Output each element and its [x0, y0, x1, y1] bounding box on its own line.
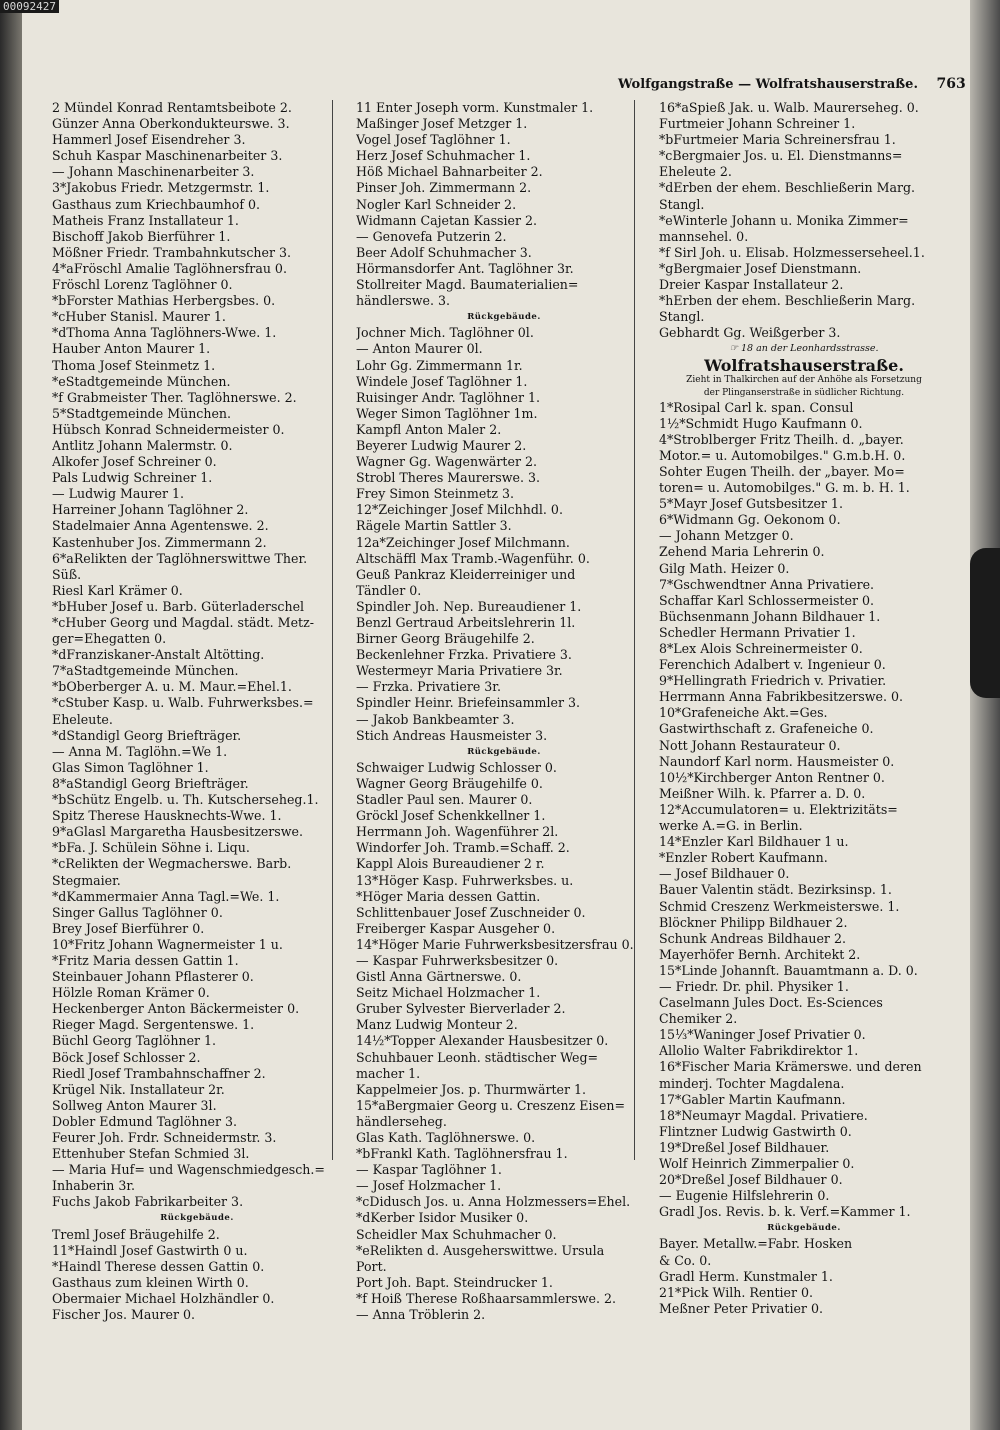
column-rule — [332, 100, 333, 1160]
directory-entry: Nott Johann Restaurateur 0. — [659, 737, 841, 753]
directory-entry: Mößner Friedr. Trambahnkutscher 3. — [52, 244, 292, 260]
directory-entry: Beer Adolf Schuhmacher 3. — [356, 244, 532, 260]
directory-entry: Tändler 0. — [356, 582, 422, 598]
directory-entry: Beyerer Ludwig Maurer 2. — [356, 437, 527, 453]
directory-entry: *bForster Mathias Herbergsbes. 0. — [52, 293, 276, 309]
directory-entry: Manz Ludwig Monteur 2. — [356, 1017, 518, 1033]
directory-entry: 9*Hellingrath Friedrich v. Privatier. — [659, 673, 887, 689]
directory-entry: *bHuber Josef u. Barb. Güterladerschel — [52, 598, 305, 614]
directory-entry: Gröckl Josef Schenkkellner 1. — [356, 808, 546, 824]
directory-entry: Kastenhuber Jos. Zimmermann 2. — [52, 534, 267, 550]
directory-entry: Fröschl Lorenz Taglöhner 0. — [52, 277, 233, 293]
directory-entry: Stadelmaier Anna Agentenswe. 2. — [52, 518, 269, 534]
directory-entry: Stich Andreas Hausmeister 3. — [356, 727, 548, 743]
directory-entry: Beckenlehner Frzka. Privatiere 3. — [356, 647, 572, 663]
directory-entry: — Kaspar Fuhrwerksbesitzer 0. — [356, 952, 559, 968]
directory-entry: minderj. Tochter Magdalena. — [659, 1075, 845, 1091]
directory-entry: Fuchs Jakob Fabrikarbeiter 3. — [52, 1194, 244, 1210]
directory-entry: *f Grabmeister Ther. Taglöhnerswe. 2. — [52, 389, 297, 405]
directory-entry: Geuß Pankraz Kleiderreiniger und — [356, 566, 576, 582]
directory-entry: Süß. — [52, 566, 82, 582]
directory-entry: Dreier Kaspar Installateur 2. — [659, 277, 844, 293]
directory-entry: ☞ 18 an der Leonhardsstrasse. — [729, 343, 879, 355]
directory-entry: 7*Gschwendtner Anna Privatiere. — [659, 576, 875, 592]
directory-entry: 17*Gabler Martin Kaufmann. — [659, 1091, 846, 1107]
directory-entry: Glas Simon Taglöhner 1. — [52, 759, 209, 775]
directory-entry: 15⅓*Waninger Josef Privatier 0. — [659, 1027, 866, 1043]
directory-entry: 15*aBergmaier Georg u. Creszenz Eisen= — [356, 1097, 626, 1113]
directory-entry: Ruisinger Andr. Taglöhner 1. — [356, 389, 540, 405]
directory-entry: *bFurtmeier Maria Schreinersfrau 1. — [659, 132, 896, 148]
directory-entry: *Höger Maria dessen Gattin. — [356, 888, 541, 904]
directory-entry: *cBergmaier Jos. u. El. Dienstmanns= — [659, 148, 903, 164]
directory-entry: *Enzler Robert Kaufmann. — [659, 850, 828, 866]
directory-entry: — Kaspar Taglöhner 1. — [356, 1162, 502, 1178]
directory-entry: 6*aRelikten der Taglöhnerswittwe Ther. — [52, 550, 308, 566]
directory-entry: Zehend Maria Lehrerin 0. — [659, 544, 825, 560]
directory-entry: *cHuber Georg und Magdal. städt. Metz- — [52, 615, 314, 630]
directory-entry: Wagner Gg. Wagenwärter 2. — [356, 454, 537, 470]
running-header — [618, 76, 966, 92]
directory-entry: Gilg Math. Heizer 0. — [659, 560, 790, 576]
directory-entry: Spitz Therese Hausknechts-Wwe. 1. — [52, 808, 282, 824]
directory-entry: Wagner Georg Bräugehilfe 0. — [356, 775, 543, 791]
directory-entry: Kampfl Anton Maler 2. — [356, 421, 502, 437]
directory-entry: Seitz Michael Holzmacher 1. — [356, 985, 541, 1001]
directory-entry: Chemiker 2. — [659, 1011, 738, 1027]
index-tab — [970, 548, 1000, 698]
directory-entry: Matheis Franz Installateur 1. — [52, 212, 239, 228]
directory-entry: Schlittenbauer Josef Zuschneider 0. — [356, 904, 586, 920]
directory-entry: *cRelikten der Wegmacherswe. Barb. — [52, 856, 292, 872]
directory-entry: Stegmaier. — [52, 872, 121, 888]
directory-entry: Gistl Anna Gärtnerswe. 0. — [356, 969, 522, 985]
directory-entry: Bauer Valentin städt. Bezirksinsp. 1. — [659, 882, 892, 898]
directory-entry: Freiberger Kaspar Ausgeher 0. — [356, 920, 556, 936]
book-binding-shadow — [0, 0, 22, 1430]
directory-entry: — Anna M. Taglöhn.=We 1. — [52, 743, 228, 759]
directory-entry: Meißner Wilh. k. Pfarrer a. D. 0. — [659, 785, 866, 801]
directory-entry: Brey Josef Bierführer 0. — [52, 920, 205, 936]
directory-entry: Treml Josef Bräugehilfe 2. — [52, 1226, 220, 1242]
directory-entry: Thoma Josef Steinmetz 1. — [52, 357, 216, 373]
directory-entry: Feurer Joh. Frdr. Schneidermstr. 3. — [52, 1130, 277, 1145]
directory-entry: *eRelikten d. Ausgeherswittwe. Ursula — [356, 1242, 605, 1258]
directory-entry: — Friedr. Dr. phil. Physiker 1. — [659, 978, 849, 994]
directory-entry: Stangl. — [659, 196, 705, 212]
directory-entry: Inhaberin 3r. — [52, 1178, 136, 1194]
directory-entry: Jochner Mich. Taglöhner 0l. — [356, 325, 534, 341]
directory-entry: Stollreiter Magd. Baumaterialien= — [356, 277, 579, 293]
directory-entry: Scheidler Max Schuhmacher 0. — [356, 1226, 557, 1242]
directory-entry: Hübsch Konrad Schneidermeister 0. — [52, 421, 285, 437]
directory-entry: Furtmeier Johann Schreiner 1. — [659, 116, 856, 132]
directory-entry: *gBergmaier Josef Dienstmann. — [659, 260, 862, 276]
directory-entry: Gasthaus zum kleinen Wirth 0. — [52, 1274, 249, 1290]
directory-entry: 11 Enter Joseph vorm. Kunstmaler 1. — [356, 100, 594, 115]
directory-entry: — Jakob Bankbeamter 3. — [356, 711, 515, 727]
directory-entry: Birner Georg Bräugehilfe 2. — [356, 631, 535, 647]
directory-entry: & Co. 0. — [659, 1252, 712, 1268]
directory-entry: Heckenberger Anton Bäckermeister 0. — [52, 1001, 300, 1017]
directory-entry: Alkofer Josef Schreiner 0. — [52, 454, 217, 470]
directory-entry: — Eugenie Hilfslehrerin 0. — [659, 1188, 830, 1204]
directory-entry: Antlitz Johann Malermstr. 0. — [52, 437, 233, 453]
directory-entry: Maßinger Josef Metzger 1. — [356, 116, 528, 132]
directory-entry: Allolio Walter Fabrikdirektor 1. — [659, 1043, 859, 1059]
directory-entry: mannsehel. 0. — [659, 228, 749, 244]
directory-entry: *bSchütz Engelb. u. Th. Kutscherseheg.1. — [52, 792, 319, 808]
directory-entry: Büchl Georg Taglöhner 1. — [52, 1033, 217, 1049]
directory-entry: Nogler Karl Schneider 2. — [356, 196, 517, 212]
directory-entry: 1½*Schmidt Hugo Kaufmann 0. — [659, 415, 863, 431]
directory-entry: Windorfer Joh. Tramb.=Schaff. 2. — [356, 840, 570, 856]
directory-entry: — Frzka. Privatiere 3r. — [356, 679, 501, 695]
directory-entry: 8*aStandigl Georg Briefträger. — [52, 775, 249, 791]
directory-entry: 16*aSpieß Jak. u. Walb. Maurerseheg. 0. — [659, 100, 919, 115]
directory-entry: Strobl Theres Maurerswe. 3. — [356, 470, 541, 486]
directory-entry: 4*Stroblberger Fritz Theilh. d. „bayer. — [659, 431, 904, 447]
directory-entry: 14*Enzler Karl Bildhauer 1 u. — [659, 834, 849, 850]
directory-entry: — Maria Huf= und Wagenschmiedgesch.= — [52, 1162, 325, 1178]
directory-entry: Widmann Cajetan Kassier 2. — [356, 212, 538, 228]
directory-entry: macher 1. — [356, 1065, 421, 1081]
directory-entry: *cDidusch Jos. u. Anna Holzmessers=Ehel. — [356, 1194, 631, 1210]
directory-entry: Riesl Karl Krämer 0. — [52, 582, 183, 598]
directory-page — [22, 0, 970, 1430]
directory-entry: Schuh Kaspar Maschinenarbeiter 3. — [52, 148, 283, 164]
directory-entry: Lohr Gg. Zimmermann 1r. — [356, 357, 523, 373]
directory-entry: Motor.= u. Automobilges." G.m.b.H. 0. — [659, 447, 906, 463]
directory-entry: 14*Höger Marie Fuhrwerksbesitzersfrau 0. — [356, 936, 634, 952]
directory-entry: händlerswe. 3. — [356, 293, 451, 309]
directory-entry: Zieht in Thalkirchen auf der Anhöhe als Forsetzung — [686, 374, 922, 385]
column-middle — [356, 100, 652, 1323]
directory-entry: *cHuber Stanisl. Maurer 1. — [52, 309, 226, 325]
directory-entry: Spindler Heinr. Briefeinsammler 3. — [356, 695, 580, 711]
directory-entry: 8*Lex Alois Schreinermeister 0. — [659, 641, 863, 656]
directory-entry: Schmid Creszenz Werkmeisterswe. 1. — [659, 898, 900, 914]
directory-entry: *hErben der ehem. Beschließerin Marg. — [659, 293, 916, 309]
directory-entry: Gruber Sylvester Bierverlader 2. — [356, 1001, 566, 1017]
directory-entry: — Johann Maschinenarbeiter 3. — [52, 164, 255, 180]
directory-entry: Steinbauer Johann Pflasterer 0. — [52, 969, 254, 985]
directory-entry: *dFranziskaner-Anstalt Altötting. — [52, 647, 265, 663]
directory-entry: Hölzle Roman Krämer 0. — [52, 985, 210, 1001]
directory-entry: Rückgebäude. — [467, 746, 541, 757]
directory-entry: Hauber Anton Maurer 1. — [52, 341, 211, 357]
directory-entry: Glas Kath. Taglöhnerswe. 0. — [356, 1130, 536, 1145]
directory-entry: Riedl Josef Trambahnschaffner 2. — [52, 1065, 266, 1081]
directory-entry: Obermaier Michael Holzhändler 0. — [52, 1290, 275, 1306]
directory-entry: Stangl. — [659, 309, 705, 325]
directory-entry: *bFrankl Kath. Taglöhnersfrau 1. — [356, 1146, 568, 1162]
directory-entry: *dKerber Isidor Musiker 0. — [356, 1210, 529, 1226]
page-number: 763 — [936, 76, 966, 92]
column-right — [659, 100, 949, 1317]
directory-entry: Kappl Alois Bureaudiener 2 r. — [356, 856, 545, 872]
directory-entry: Altschäffl Max Tramb.-Wagenführ. 0. — [356, 550, 590, 566]
directory-entry: — Josef Holzmacher 1. — [356, 1178, 502, 1194]
directory-entry: 12a*Zeichinger Josef Milchmann. — [356, 534, 570, 550]
directory-entry: Flintzner Ludwig Gastwirth 0. — [659, 1123, 852, 1139]
directory-entry: Sollweg Anton Maurer 3l. — [52, 1097, 217, 1113]
directory-entry: Caselmann Jules Doct. Es-Sciences — [659, 995, 883, 1011]
directory-entry: 20*Dreßel Josef Bildhauer 0. — [659, 1172, 843, 1188]
directory-entry: Kappelmeier Jos. p. Thurmwärter 1. — [356, 1081, 587, 1097]
directory-entry: *f Hoiß Therese Roßhaarsammlerswe. 2. — [356, 1290, 617, 1306]
directory-entry: — Anton Maurer 0l. — [356, 341, 483, 357]
directory-entry: Bayer. Metallw.=Fabr. Hosken — [659, 1236, 853, 1252]
directory-entry: 14½*Topper Alexander Hausbesitzer 0. — [356, 1033, 609, 1049]
directory-entry: Pals Ludwig Schreiner 1. — [52, 470, 213, 486]
directory-entry: Wolf Heinrich Zimmerpalier 0. — [659, 1156, 855, 1171]
directory-entry: Port Joh. Bapt. Steindrucker 1. — [356, 1274, 553, 1290]
directory-entry: Spindler Joh. Nep. Bureaudiener 1. — [356, 598, 582, 614]
directory-entry: *bOberberger A. u. M. Maur.=Ehel.1. — [52, 679, 292, 695]
directory-entry: Bischoff Jakob Bierführer 1. — [52, 228, 231, 244]
directory-entry: Schaffar Karl Schlossermeister 0. — [659, 592, 874, 608]
column-left — [52, 100, 342, 1323]
directory-entry: Gastwirthschaft z. Grafeneiche 0. — [659, 721, 874, 737]
directory-entry: Rückgebäude. — [767, 1223, 841, 1234]
directory-entry: 4*aFröschl Amalie Taglöhnersfrau 0. — [52, 260, 287, 276]
directory-entry: 10½*Kirchberger Anton Rentner 0. — [659, 769, 885, 785]
directory-entry: *eWinterle Johann u. Monika Zimmer= — [659, 212, 909, 228]
page-edge-stack — [970, 0, 1000, 1430]
directory-entry: Singer Gallus Taglöhner 0. — [52, 904, 223, 920]
directory-entry: Gebhardt Gg. Weißgerber 3. — [659, 325, 841, 341]
directory-entry: Herrmann Joh. Wagenführer 2l. — [356, 824, 559, 840]
directory-entry: Ferenchich Adalbert v. Ingenieur 0. — [659, 657, 886, 673]
directory-entry: ger=Ehegatten 0. — [52, 631, 167, 647]
directory-entry: Eheleute 2. — [659, 164, 732, 180]
directory-entry: werke A.=G. in Berlin. — [659, 818, 803, 834]
directory-entry: — Ludwig Maurer 1. — [52, 486, 185, 502]
directory-entry: 18*Neumayr Magdal. Privatiere. — [659, 1107, 868, 1123]
directory-entry: 16*Fischer Maria Krämerswe. und deren — [659, 1059, 922, 1075]
directory-entry: Port. — [356, 1258, 387, 1274]
directory-entry: — Anna Tröblerin 2. — [356, 1307, 486, 1323]
directory-entry: 7*aStadtgemeinde München. — [52, 663, 239, 679]
directory-entry: 10*Fritz Johann Wagnermeister 1 u. — [52, 936, 283, 952]
directory-entry: *bFa. J. Schülein Söhne i. Liqu. — [52, 840, 250, 856]
directory-entry: — Josef Bildhauer 0. — [659, 866, 790, 882]
directory-entry: Schuhbauer Leonh. städtischer Weg= — [356, 1049, 599, 1065]
directory-entry: 2 Mündel Konrad Rentamtsbeibote 2. — [52, 100, 292, 115]
directory-entry: 5*Stadtgemeinde München. — [52, 405, 232, 421]
directory-entry: händlerseheg. — [356, 1113, 447, 1129]
directory-entry: 10*Grafeneiche Akt.=Ges. — [659, 705, 828, 721]
scan-id: 00092427 — [0, 0, 59, 13]
running-head: Wolfgangstraße — Wolfratshauserstraße. — [618, 77, 918, 92]
directory-entry: *dErben der ehem. Beschließerin Marg. — [659, 180, 916, 196]
directory-entry: Gasthaus zum Kriechbaumhof 0. — [52, 196, 261, 212]
directory-entry: 1*Rosipal Carl k. span. Consul — [659, 399, 854, 415]
directory-entry: 5*Mayr Josef Gutsbesitzer 1. — [659, 496, 843, 512]
directory-entry: Pinser Joh. Zimmermann 2. — [356, 180, 532, 196]
directory-entry: Harreiner Johann Taglöhner 2. — [52, 502, 249, 518]
directory-entry: Ettenhuber Stefan Schmied 3l. — [52, 1146, 250, 1162]
directory-entry: Wolfratshauserstraße. — [704, 357, 904, 374]
directory-entry: 3*Jakobus Friedr. Metzgermstr. 1. — [52, 180, 270, 196]
directory-entry: *dStandigl Georg Briefträger. — [52, 727, 242, 743]
directory-entry: Weger Simon Taglöhner 1m. — [356, 405, 538, 421]
directory-entry: Vogel Josef Taglöhner 1. — [356, 132, 511, 148]
directory-entry: Eheleute. — [52, 711, 113, 727]
directory-entry: *dKammermaier Anna Tagl.=We. 1. — [52, 888, 280, 904]
directory-entry: Rückgebäude. — [467, 312, 541, 323]
directory-entry: Böck Josef Schlosser 2. — [52, 1049, 201, 1065]
directory-entry: Naundorf Karl norm. Hausmeister 0. — [659, 753, 895, 769]
directory-entry: 19*Dreßel Josef Bildhauer. — [659, 1139, 830, 1155]
directory-entry: Meßner Peter Privatier 0. — [659, 1300, 823, 1316]
column-rule — [634, 100, 635, 1160]
directory-entry: Frey Simon Steinmetz 3. — [356, 486, 515, 502]
directory-entry: 12*Accumulatoren= u. Elektrizitäts= — [659, 801, 898, 817]
directory-entry: — Johann Metzger 0. — [659, 528, 794, 544]
directory-entry: 9*aGlasl Margaretha Hausbesitzerswe. — [52, 824, 303, 840]
directory-entry: Schedler Hermann Privatier 1. — [659, 624, 856, 640]
directory-entry: Rägele Martin Sattler 3. — [356, 518, 512, 534]
directory-entry: Herrmann Anna Fabrikbesitzerswe. 0. — [659, 689, 904, 705]
directory-entry: *cStuber Kasp. u. Walb. Fuhrwerksbes.= — [52, 695, 314, 711]
directory-entry: — Genovefa Putzerin 2. — [356, 228, 507, 244]
directory-entry: Mayerhöfer Bernh. Architekt 2. — [659, 946, 861, 962]
directory-entry: 15*Linde Johannſt. Bauamtmann a. D. 0. — [659, 962, 918, 978]
directory-entry: 21*Pick Wilh. Rentier 0. — [659, 1284, 814, 1300]
directory-entry: Windele Josef Taglöhner 1. — [356, 373, 528, 389]
directory-entry: Dobler Edmund Taglöhner 3. — [52, 1113, 238, 1129]
directory-entry: Hörmansdorfer Ant. Taglöhner 3r. — [356, 260, 574, 276]
directory-entry: toren= u. Automobilges." G. m. b. H. 1. — [659, 480, 910, 496]
directory-entry: 6*Widmann Gg. Oekonom 0. — [659, 512, 841, 528]
directory-entry: Günzer Anna Oberkondukteurswe. 3. — [52, 116, 290, 132]
directory-entry: Schunk Andreas Bildhauer 2. — [659, 930, 846, 946]
directory-entry: 13*Höger Kasp. Fuhrwerksbes. u. — [356, 872, 574, 888]
directory-entry: Sohter Eugen Theilh. der „bayer. Mo= — [659, 463, 905, 479]
directory-entry: *f Sirl Joh. u. Elisab. Holzmesserseheel.1. — [659, 244, 925, 260]
directory-entry: Büchsenmann Johann Bildhauer 1. — [659, 608, 881, 624]
directory-entry: Gradl Herm. Kunstmaler 1. — [659, 1268, 833, 1284]
directory-entry: Rückgebäude. — [160, 1213, 234, 1224]
directory-entry: Krügel Nik. Installateur 2r. — [52, 1081, 225, 1097]
directory-entry: Blöckner Philipp Bildhauer 2. — [659, 914, 848, 930]
directory-entry: Höß Michael Bahnarbeiter 2. — [356, 164, 543, 180]
directory-entry: Hammerl Josef Eisendreher 3. — [52, 132, 246, 148]
directory-entry: Benzl Gertraud Arbeitslehrerin 1l. — [356, 615, 576, 630]
directory-entry: *eStadtgemeinde München. — [52, 373, 231, 389]
directory-entry: Gradl Jos. Revis. b. k. Verf.=Kammer 1. — [659, 1204, 911, 1220]
directory-entry: Westermeyr Maria Privatiere 3r. — [356, 663, 563, 679]
directory-entry: Stadler Paul sen. Maurer 0. — [356, 792, 533, 808]
directory-entry: 12*Zeichinger Josef Milchhdl. 0. — [356, 502, 563, 518]
directory-entry: der Plinganserstraße in südlicher Richtung. — [703, 387, 905, 398]
directory-entry: Schwaiger Ludwig Schlosser 0. — [356, 759, 557, 775]
directory-entry: *dThoma Anna Taglöhners-Wwe. 1. — [52, 325, 277, 341]
directory-entry: Fischer Jos. Maurer 0. — [52, 1307, 195, 1323]
directory-entry: *Haindl Therese dessen Gattin 0. — [52, 1258, 265, 1274]
directory-entry: *Fritz Maria dessen Gattin 1. — [52, 952, 239, 968]
directory-entry: Rieger Magd. Sergentenswe. 1. — [52, 1017, 255, 1033]
directory-entry: Herz Josef Schuhmacher 1. — [356, 148, 531, 164]
directory-entry: 11*Haindl Josef Gastwirth 0 u. — [52, 1242, 248, 1258]
